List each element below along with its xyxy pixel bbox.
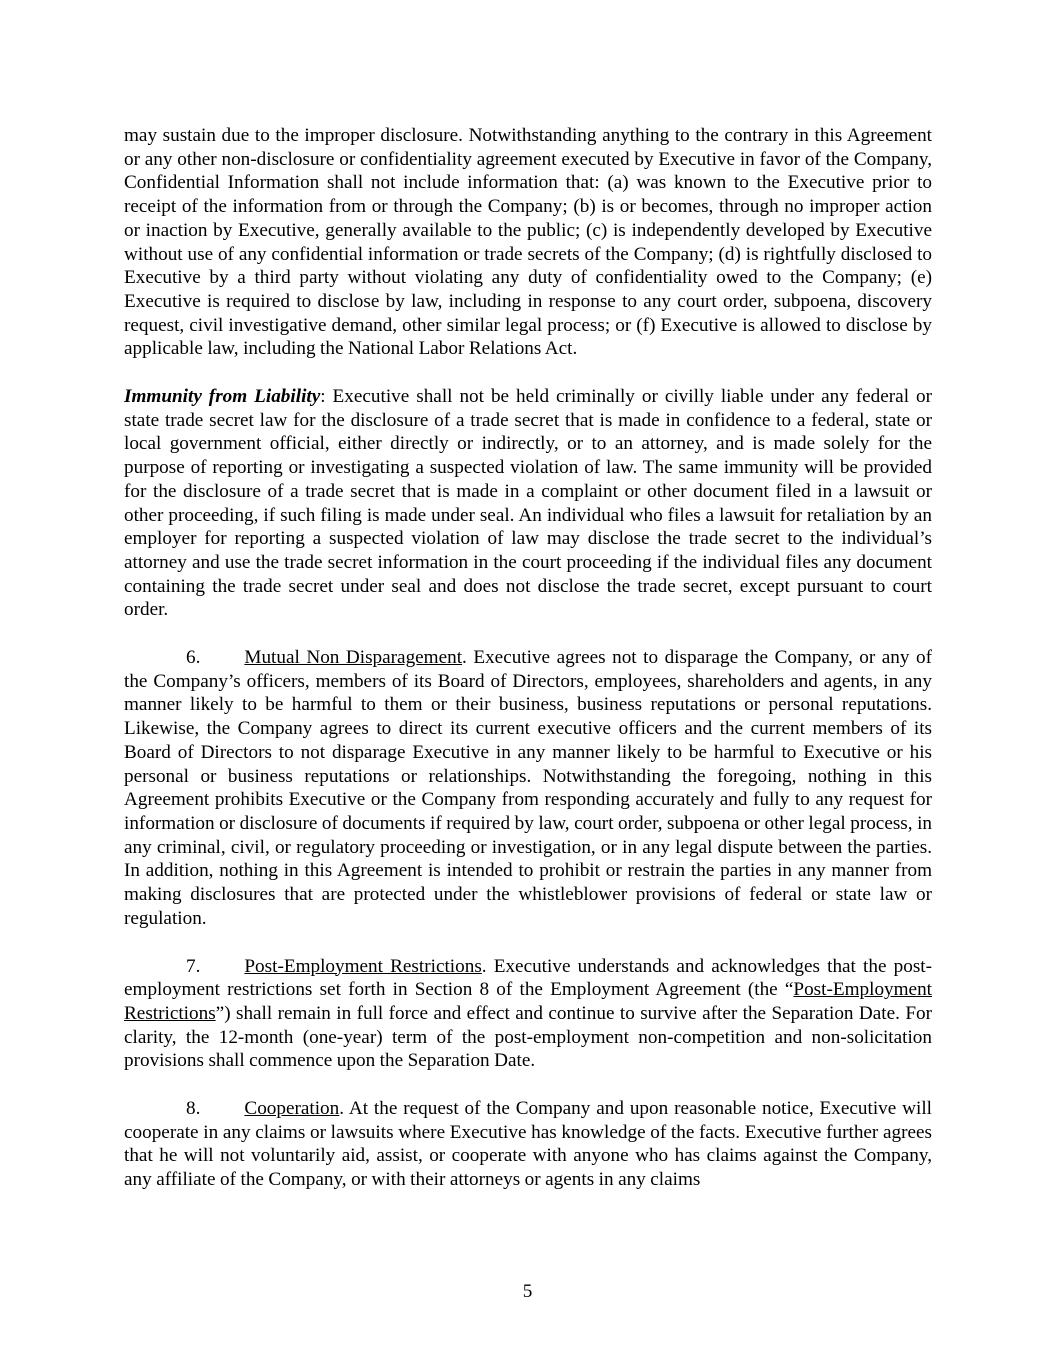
section-8-title: Cooperation — [244, 1098, 340, 1120]
document-body — [124, 124, 932, 1192]
immunity-body: : Executive shall not be held criminally or civilly liable under any federal or state trade secret law for the disclosure of a trade secret that is made in confidence to a federal, state or local government official, either directly or indirectly, or to an attorney, and is made solely for the purpose of reporting or investigating a suspected violation of law. The same immunity will be provided for the disclosure of a trade secret that is made in a complaint or other document filed in a lawsuit or other proceeding, if such filing is made under seal. An individual who files a lawsuit for retaliation by an employer for reporting a suspected violation of law may disclose the trade secret to the individual’s attorney and use the trade secret information in the court proceeding if the individual files any document containing the trade secret under seal and does not disclose the trade secret, except pursuant to court order. — [124, 386, 932, 621]
section-6-number: 6. — [186, 647, 201, 669]
section-6-mutual-non-disparagement — [124, 646, 932, 930]
section-8-body: . At the request of the Company and upon reasonable notice, Executive will cooperate in any claims or lawsuits where Executive has knowledge of the facts. Executive further agrees that he will not voluntarily aid, assist, or cooperate with anyone who has claims against the Company, any affiliate of the Company, or with their attorneys or agents in any claims — [124, 1098, 932, 1191]
page-number: 5 — [522, 1281, 533, 1302]
section-7-body-b: ”) shall remain in full force and effect and continue to survive after the Separation Date. For clarity, the 12-month (one-year) term of the post-employment non-competition and non-solicitation provisions shall commence upon the Separation Date. — [124, 1002, 932, 1072]
section-8-number: 8. — [186, 1098, 201, 1120]
section-6-body: . Executive agrees not to disparage the Company, or any of the Company’s officers, members of its Board of Directors, employees, shareholders and agents, in any manner likely to be harmful to them or their business, business reputations or personal reputations. Likewise, the Company agrees to direct its current executive officers and the current members of its Board of Directors to not disparage Executive in any manner likely to be harmful to Executive or his personal or business reputations or relationships. Notwithstanding the foregoing, nothing in this Agreement prohibits Executive or the Company from responding accurately and fully to any request for information or disclosure of documents if required by law, court order, subpoena or other legal process, in any criminal, civil, or regulatory proceeding or investigation, or in any legal dispute between the parties. In addition, nothing in this Agreement is intended to prohibit or restrain the parties in any manner from making disclosures that are protected under the whistleblower provisions of federal or state law or regulation. — [124, 647, 932, 929]
section-7-number: 7. — [186, 955, 201, 977]
section-7-post-employment-restrictions — [124, 955, 932, 1074]
paragraph-immunity-from-liability — [124, 385, 932, 622]
section-8-cooperation — [124, 1097, 932, 1192]
paragraph-confidential-information: may sustain due to the improper disclosure. Notwithstanding anything to the contrary in this Agreement or any other non-disclosure or confidentiality agreement executed by Executive in favor of the Company, Confidential Information shall not include information that: (a) was known to the Executive prior to receipt of the information from or through the Company; (b) is or becomes, through no improper action or inaction by Executive, generally available to the public; (c) is independently developed by Executive without use of any confidential information or trade secrets of the Company; (d) is rightfully disclosed to Executive by a third party without violating any duty of confidentiality owed to the Company; (e) Executive is required to disclose by law, including in response to any court order, subpoena, discovery request, civil investigative demand, other similar legal process; or (f) Executive is allowed to disclose by applicable law, including the National Labor Relations Act. — [124, 125, 932, 360]
immunity-heading: Immunity from Liability — [124, 386, 321, 408]
section-7-defined-term: Post-Employment Restrictions — [124, 979, 932, 1024]
section-6-title: Mutual Non Disparagement — [244, 647, 463, 669]
section-7-body-a: . Executive understands and acknowledges that the post-employment restrictions set forth in Section 8 of the Employment Agreement (the “ — [124, 955, 933, 1001]
section-7-title: Post-Employment Restrictions — [244, 955, 482, 977]
